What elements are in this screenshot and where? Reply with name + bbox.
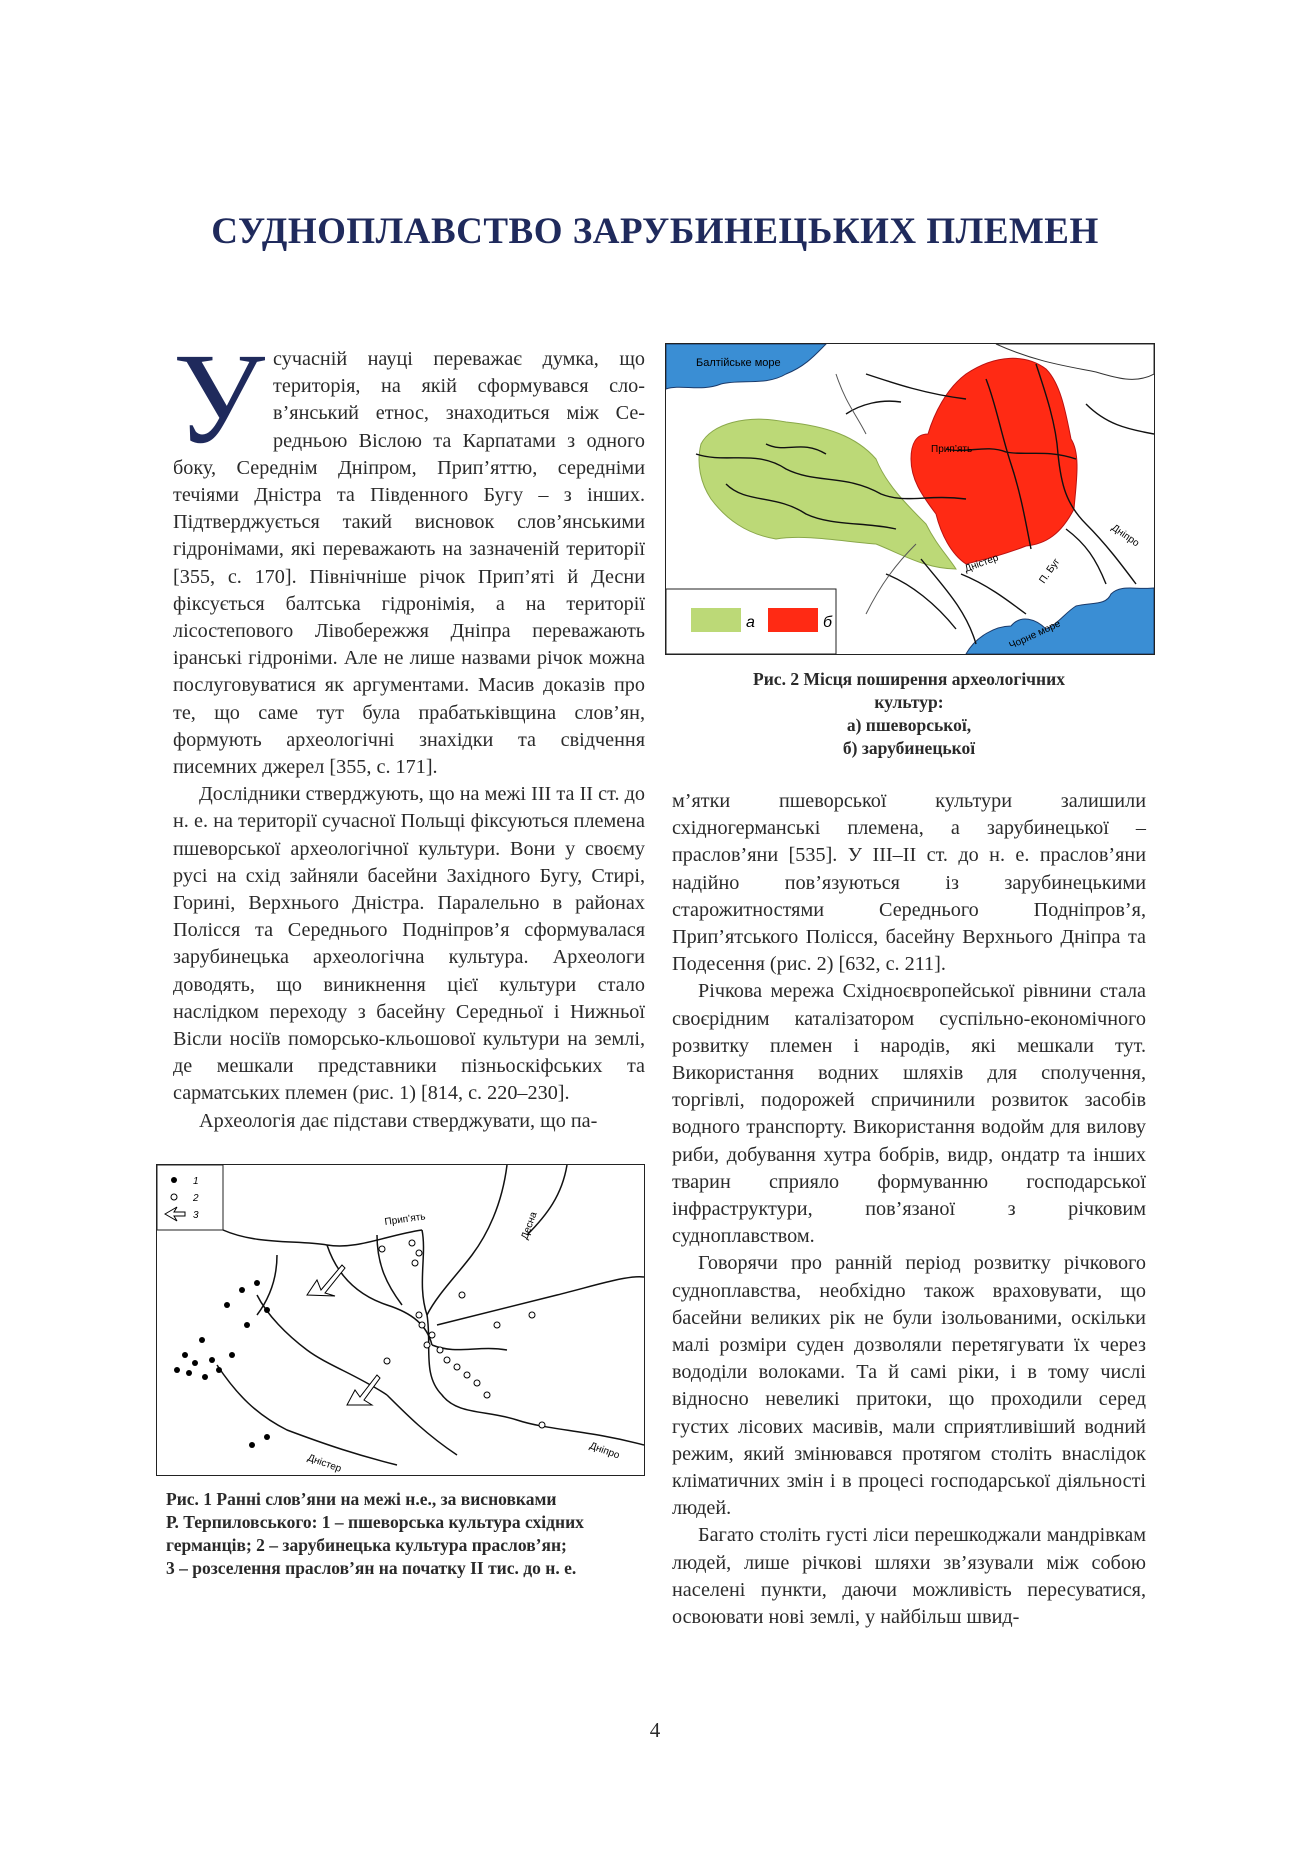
paragraph-5: Річкова мережа Східноєвропейської рівнини стала своєрідним каталізатором суспільно-економічного розвитку племен і народів, які мешкали тут. Використання водних шляхів для сполучення, торгівлі, подорожей спричинили розвиток засобів водного транспорту. Використання водойм для вилову риби, добування хутра бобрів, видр, ондатр та інших тварин сприяло формуванню господарської інфраструктури, пов’язаної з річковим судноплавством. bbox=[672, 980, 1146, 1248]
figure-2-caption-line: а) пшеворської, bbox=[846, 715, 972, 735]
area-b-red bbox=[911, 358, 1077, 564]
left-column bbox=[173, 327, 645, 1135]
site-circle bbox=[424, 1342, 430, 1348]
figure-1-caption bbox=[166, 1488, 646, 1580]
river-line bbox=[217, 1365, 397, 1465]
right-column bbox=[672, 788, 1146, 1631]
migration-arrow-icon bbox=[347, 1375, 380, 1405]
site-dot bbox=[264, 1307, 270, 1313]
black-sea bbox=[966, 588, 1154, 654]
figure-2-caption bbox=[665, 668, 1153, 760]
baltic-sea-label: Балтійське море bbox=[696, 357, 781, 369]
drop-cap: У bbox=[173, 327, 266, 471]
site-circle bbox=[379, 1246, 385, 1252]
figure-1-svg bbox=[157, 1165, 644, 1475]
site-dot bbox=[239, 1287, 245, 1293]
pripyat-label: Прип’ять bbox=[383, 1211, 427, 1228]
legend-label-b: б bbox=[823, 614, 832, 631]
legend-label-3: 3 bbox=[193, 1210, 199, 1221]
site-circle bbox=[409, 1240, 415, 1246]
site-circle bbox=[416, 1312, 422, 1318]
site-dot bbox=[264, 1434, 270, 1440]
paragraph-7: Багато століть густі ліси перешкоджали мандрівкам людей, лише річкові шляхи зв’язували між собою населені пункти, даючи можливість пересуватися, освоювати нові землі, у найбільш швид- bbox=[672, 1524, 1146, 1629]
figure-2-svg bbox=[666, 344, 1154, 654]
dots-group-1 bbox=[174, 1280, 270, 1448]
river-line bbox=[886, 574, 956, 629]
site-circle bbox=[539, 1422, 545, 1428]
river-line bbox=[387, 1395, 457, 1455]
black-sea-label: Чорне море bbox=[1007, 618, 1063, 652]
river-line bbox=[427, 1165, 507, 1315]
site-circle bbox=[529, 1312, 535, 1318]
figure-1-caption-line: 3 – розселення праслов’ян на початку II тис. до н. е. bbox=[166, 1558, 577, 1578]
site-circle bbox=[384, 1358, 390, 1364]
dnister-label: Дністер bbox=[963, 552, 1001, 575]
figure-2-caption-line: культур: bbox=[874, 692, 944, 712]
river-line bbox=[257, 1295, 387, 1395]
site-dot bbox=[224, 1302, 230, 1308]
legend-label-a: а bbox=[746, 614, 755, 631]
site-circle bbox=[459, 1292, 465, 1298]
legend-swatch-a bbox=[691, 608, 741, 632]
river-line bbox=[223, 1230, 422, 1246]
site-dot bbox=[202, 1374, 208, 1380]
site-circle bbox=[444, 1357, 450, 1363]
site-circle bbox=[484, 1392, 490, 1398]
paragraph-1 bbox=[173, 327, 645, 781]
site-circle bbox=[419, 1322, 425, 1328]
migration-arrow-icon bbox=[307, 1265, 345, 1296]
dnipro-label: Дніпро bbox=[1109, 522, 1142, 550]
paragraph-2: Дослідники стверджують, що на межі III та II ст. до н. е. на території сучасної Польщі фіксуються племена пшеворської археологічної культури. Вони у своєму русі на схід зайняли басейни Західного Бугу, Стирі, Горині, Верхнього Дністра. Паралельно в районах Полісся та Середнього Подніпров’я сформувалася зарубинецька археологічна культура. Археологи доводять, що виникнення цієї культури стало наслідком переходу з басейну Середньої і Нижньої Вісли носіїв поморсько-кльошової культури на землі, де мешкали представники пізньоскіфських та сарматських племен (рис. 1) [814, с. 220–230]. bbox=[173, 783, 645, 1105]
figure-2-caption-line: б) зарубинецької bbox=[842, 738, 976, 758]
site-circle bbox=[454, 1364, 460, 1370]
pripyat-label: Прип’ять bbox=[931, 444, 973, 455]
dnister-label: Дністер bbox=[305, 1452, 343, 1475]
site-circle bbox=[412, 1260, 418, 1266]
dnipro-label: Дніпро bbox=[587, 1440, 621, 1462]
site-circle bbox=[437, 1347, 443, 1353]
paragraph-4: м’ятки пшеворської культури залишили східногерманські племена, а зарубинецької – праслов’яни [535]. У III–II ст. до н. е. праслов’яни надійно пов’язуються із зарубинецькими старожитностями Середнього Подніпров’я, Прип’ятського Полісся, басейну Верхнього Дніпра та Подесення (рис. 2) [632, с. 211]. bbox=[672, 790, 1146, 976]
legend-dot-open bbox=[171, 1194, 177, 1200]
figure-1-caption-line: Рис. 1 Ранні слов’яни на межі н.е., за висновками bbox=[166, 1489, 557, 1509]
site-circle bbox=[429, 1332, 435, 1338]
page-number: 4 bbox=[649, 1718, 661, 1742]
site-circle bbox=[464, 1372, 470, 1378]
river-line bbox=[1066, 529, 1106, 584]
site-dot bbox=[229, 1352, 235, 1358]
river-line bbox=[846, 401, 901, 414]
figure-1-caption-line: Р. Терпиловського: 1 – пшеворська культура східних bbox=[166, 1512, 584, 1532]
site-circle bbox=[474, 1380, 480, 1386]
site-dot bbox=[199, 1337, 205, 1343]
figure-1-caption-line: германців; 2 – зарубинецька культура праслов’ян; bbox=[166, 1535, 567, 1555]
site-circle bbox=[416, 1250, 422, 1256]
river-line bbox=[422, 1230, 644, 1445]
figure-2-caption-line: Рис. 2 Місця поширення археологічних bbox=[753, 669, 1065, 689]
legend-label-1: 1 bbox=[193, 1176, 199, 1187]
site-dot bbox=[216, 1367, 222, 1373]
site-dot bbox=[254, 1280, 260, 1286]
page-title: СУДНОПЛАВСТВО ЗАРУБИНЕЦЬКИХ ПЛЕМЕН bbox=[211, 211, 1099, 252]
site-circle bbox=[494, 1322, 500, 1328]
site-dot bbox=[249, 1442, 255, 1448]
river-line bbox=[1086, 404, 1154, 434]
legend-swatch-b bbox=[768, 608, 818, 632]
figure-2-map bbox=[665, 343, 1155, 655]
site-dot bbox=[244, 1322, 250, 1328]
bug-label: П. Буг bbox=[1037, 556, 1063, 586]
desna-label: Десна bbox=[519, 1210, 540, 1242]
river-line bbox=[437, 1277, 644, 1325]
legend-dot-filled bbox=[171, 1177, 177, 1183]
site-dot bbox=[192, 1360, 198, 1366]
paragraph-1-text: сучасній науці переважає думка, що територія, на якій сформувався сло-в’янський етнос, знаходиться між Се-редньою Віслою та Карпатами з одного боку, Середнім Дніпром, Прип’яттю, середніми течіями Дністра та Південного Бугу – з інших. Підтверджується такий висновок слов’янськими гідронімами, які переважають на зазначеній території [355, с. 170]. Північніше річок Прип’яті й Десни фіксується балтська гідронімія, а на території лісостепового Лівобережжя Дніпра переважають іранські гідроніми. Але не лише назвами річок можна послуговуватися як аргументами. Масив доказів про те, що саме тут була прабатьківщина слов’ян, формують археологічні знахідки та свідчення писемних джерел [355, с. 171]. bbox=[173, 348, 645, 779]
paragraph-6: Говорячи про ранній період розвитку річкового судноплавства, необхідно також враховувати, що басейни великих рік не були ізольованими, оскільки малі розміри суден дозволяли перетягувати їх через вододіли волоками. Та й самі ріки, і в тому числі відносно невеликі притоки, що проходили серед густих лісових масивів, мали сприятливіший водний режим, який змінювався протягом століть внаслідок кліматичних змін і в процесі господарської діяльності людей. bbox=[672, 1252, 1146, 1520]
site-dot bbox=[182, 1352, 188, 1358]
river-line bbox=[377, 1235, 402, 1305]
site-dot bbox=[186, 1370, 192, 1376]
legend-label-2: 2 bbox=[193, 1193, 199, 1204]
river-line bbox=[257, 1255, 277, 1315]
site-dot bbox=[209, 1357, 215, 1363]
legend-box bbox=[157, 1165, 223, 1230]
site-dot bbox=[174, 1367, 180, 1373]
river-line bbox=[961, 574, 1026, 614]
paragraph-3: Археологія дає підстави стверджувати, що па- bbox=[199, 1109, 598, 1132]
figure-1-map bbox=[156, 1164, 645, 1476]
